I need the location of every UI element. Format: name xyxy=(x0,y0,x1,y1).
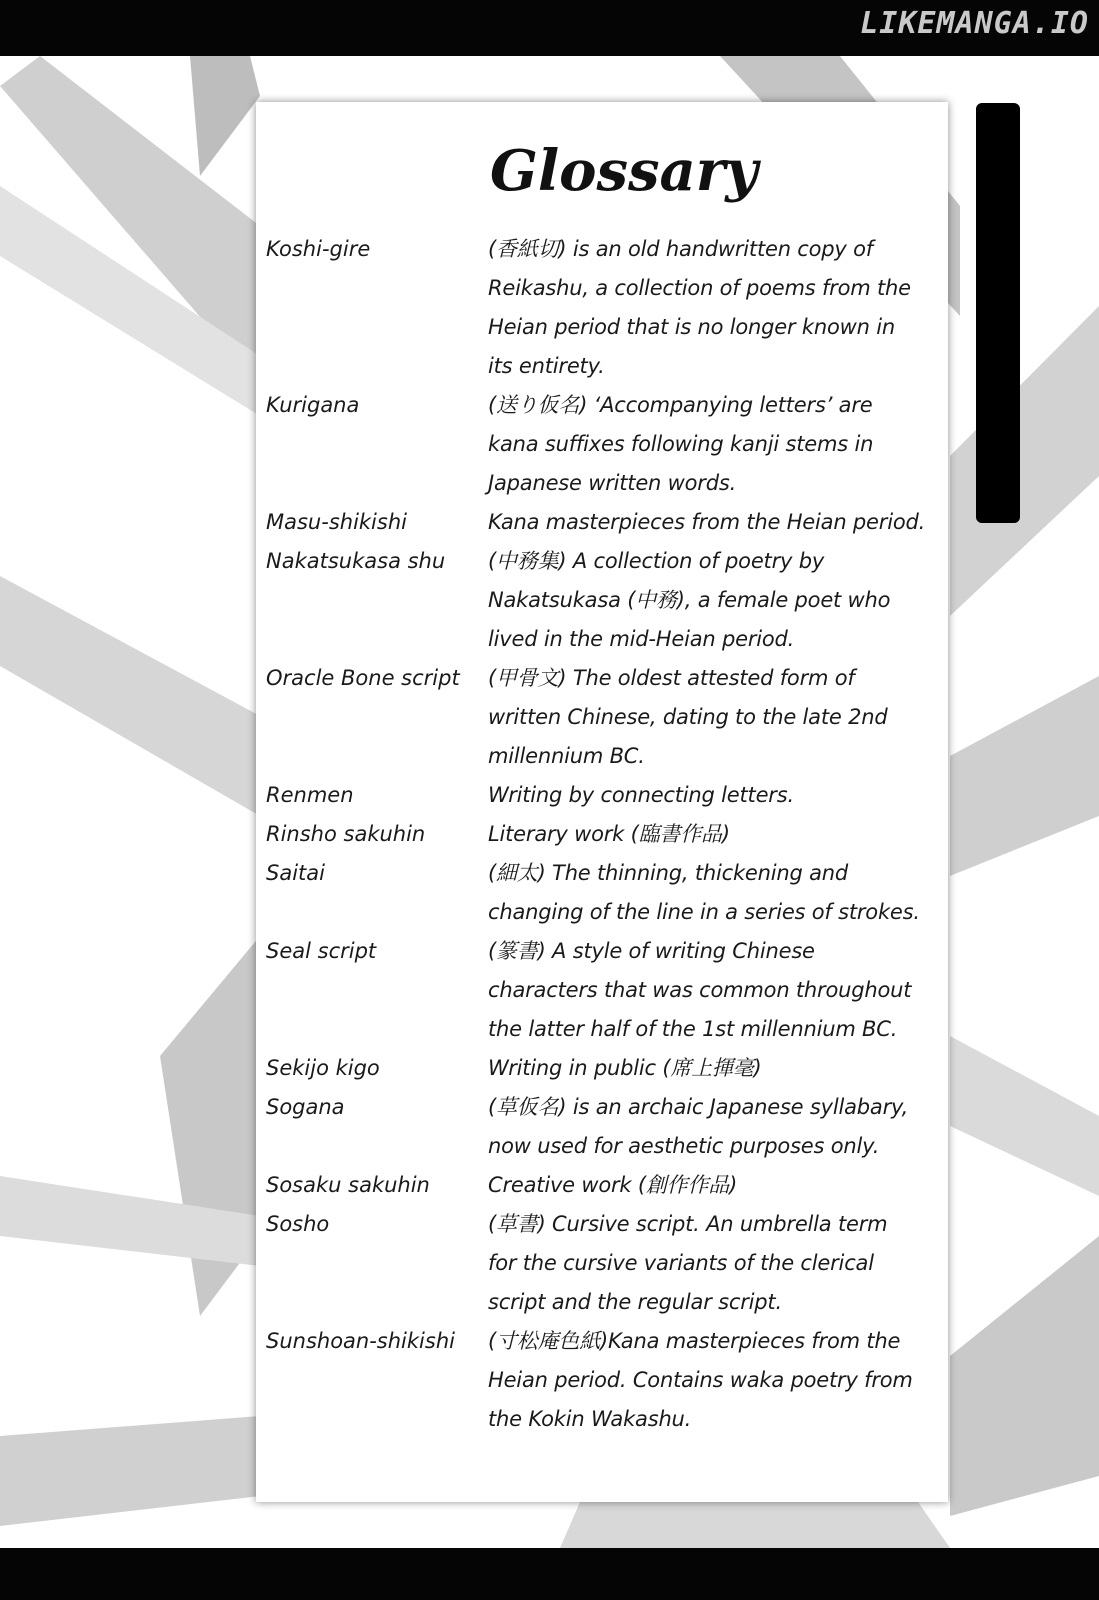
glossary-definition: Kana masterpieces from the Heian period. xyxy=(488,510,926,534)
glossary-entry xyxy=(266,386,942,503)
glossary-term: Sosho xyxy=(266,1212,330,1236)
glossary-term: Oracle Bone script xyxy=(266,666,460,690)
glossary-entry xyxy=(266,230,942,386)
glossary-entry xyxy=(266,1205,942,1322)
glossary-term: Masu-shikishi xyxy=(266,510,407,534)
side-black-bar xyxy=(976,103,1020,523)
glossary-definition: (細太) The thinning, thickening and changing of the line in a series of strokes. xyxy=(488,861,920,924)
glossary-term: Sosaku sakuhin xyxy=(266,1173,430,1197)
page-title: Glossary xyxy=(490,138,758,204)
glossary-definition: (草書) Cursive script. An umbrella term for the cursive variants of the clerical script and the regular script. xyxy=(488,1212,888,1314)
glossary-entry xyxy=(266,659,942,776)
glossary-definition: Writing by connecting letters. xyxy=(488,783,794,807)
glossary-term: Koshi-gire xyxy=(266,237,371,261)
glossary-entry xyxy=(266,854,942,932)
glossary-term: Seal script xyxy=(266,939,377,963)
glossary-entry xyxy=(266,503,942,542)
glossary-definition: (篆書) A style of writing Chinese characters that was common throughout the latter half of the 1st millennium BC. xyxy=(488,939,912,1041)
glossary-entry xyxy=(266,1088,942,1166)
glossary-entry xyxy=(266,1166,942,1205)
glossary-term: Sogana xyxy=(266,1095,345,1119)
glossary-entry xyxy=(266,542,942,659)
glossary-entry xyxy=(266,1322,942,1439)
glossary-entry xyxy=(266,815,942,854)
glossary-definition: (草仮名) is an archaic Japanese syllabary, now used for aesthetic purposes only. xyxy=(488,1095,909,1158)
glossary-definition: Writing in public (席上揮毫) xyxy=(488,1056,762,1080)
glossary-entry xyxy=(266,776,942,815)
glossary-panel xyxy=(256,102,948,1502)
glossary-term: Sunshoan-shikishi xyxy=(266,1329,455,1353)
glossary-definition: (甲骨文) The oldest attested form of written Chinese, dating to the late 2nd millennium BC. xyxy=(488,666,888,768)
glossary-definition: Literary work (臨書作品) xyxy=(488,822,730,846)
glossary-term: Nakatsukasa shu xyxy=(266,549,446,573)
glossary-term: Rinsho sakuhin xyxy=(266,822,426,846)
top-bar xyxy=(0,0,1099,56)
glossary-definition: (香紙切) is an old handwritten copy of Reikashu, a collection of poems from the Heian period that is no longer known in its entirety. xyxy=(488,237,911,378)
site-watermark: LIKEMANGA.IO xyxy=(860,6,1089,41)
glossary-definition: (寸松庵色紙)Kana masterpieces from the Heian period. Contains waka poetry from the Kokin Wakashu. xyxy=(488,1329,913,1431)
glossary-definition: (中務集) A collection of poetry by Nakatsukasa (中務), a female poet who lived in the mid-Heian period. xyxy=(488,549,891,651)
glossary-entry xyxy=(266,1049,942,1088)
glossary-definition: (送り仮名) ‘Accompanying letters’ are kana suffixes following kanji stems in Japanese written words. xyxy=(488,393,874,495)
glossary-list xyxy=(266,230,942,1439)
glossary-term: Kurigana xyxy=(266,393,360,417)
glossary-entry xyxy=(266,932,942,1049)
glossary-definition: Creative work (創作作品) xyxy=(488,1173,738,1197)
bottom-bar xyxy=(0,1548,1099,1600)
glossary-term: Saitai xyxy=(266,861,325,885)
glossary-term: Renmen xyxy=(266,783,354,807)
glossary-term: Sekijo kigo xyxy=(266,1056,380,1080)
